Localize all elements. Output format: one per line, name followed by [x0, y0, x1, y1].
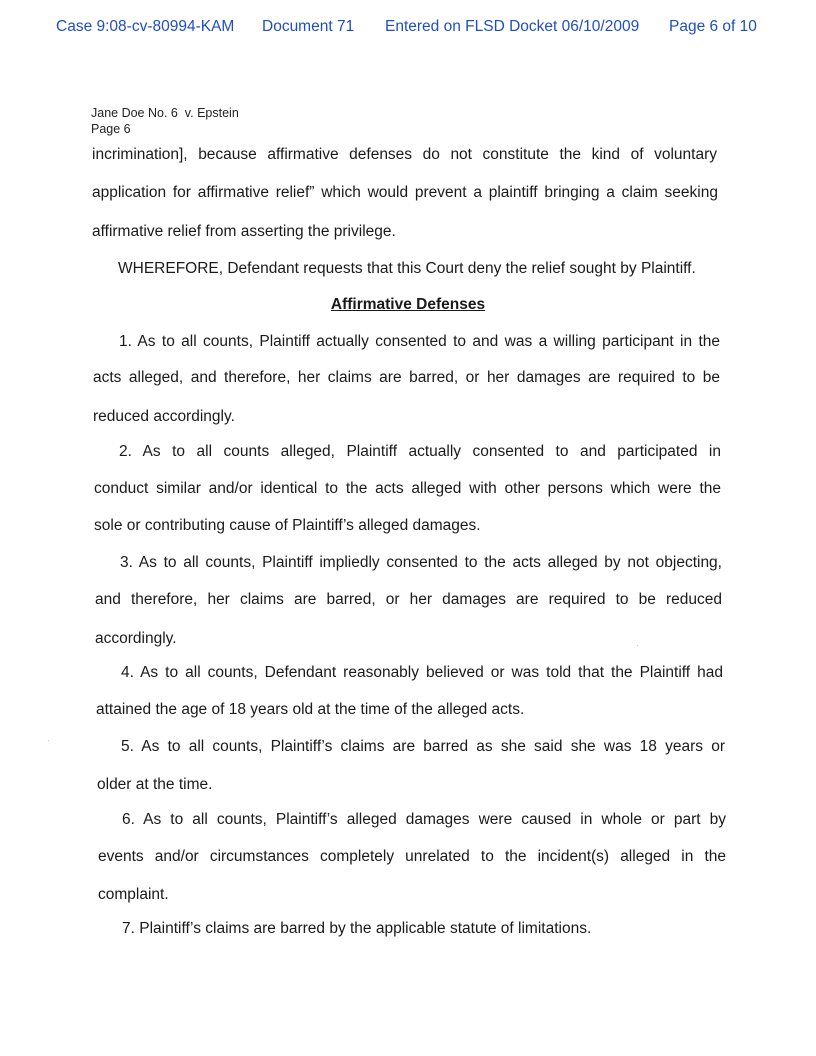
defense-5-line: older at the time. — [97, 776, 213, 793]
defense-6-line: events and/or circumstances completely unrelated to the incident(s) alleged in the — [98, 848, 726, 865]
defense-2-line: sole or contributing cause of Plaintiff’s alleged damages. — [94, 517, 481, 534]
docket-page-count: Page 6 of 10 — [669, 18, 757, 35]
docket-entered-date: Entered on FLSD Docket 06/10/2009 — [385, 18, 640, 35]
scan-speck — [48, 740, 49, 741]
defense-4-line: attained the age of 18 years old at the time of the alleged acts. — [96, 701, 525, 718]
defense-4-line: 4. As to all counts, Defendant reasonably believed or was told that the Plaintiff had — [121, 664, 723, 681]
intro-line: incrimination], because affirmative defenses do not constitute the kind of voluntary — [92, 146, 717, 163]
defense-6-line: 6. As to all counts, Plaintiff’s alleged damages were caused in whole or part by — [122, 811, 726, 828]
defense-6-line: complaint. — [98, 886, 169, 903]
caption-page: Page 6 — [91, 122, 131, 136]
defense-3-line: and therefore, her claims are barred, or her damages are required to be reduced — [95, 591, 722, 608]
defense-3-line: accordingly. — [95, 630, 177, 647]
case-caption — [91, 105, 239, 137]
defense-1-line: reduced accordingly. — [93, 408, 235, 425]
defense-2-line: conduct similar and/or identical to the acts alleged with other persons which were the — [94, 480, 721, 497]
docket-case-number: Case 9:08-cv-80994-KAM — [56, 18, 235, 35]
scan-speck — [637, 645, 638, 646]
docket-document-number: Document 71 — [262, 18, 355, 35]
wherefore-paragraph: WHEREFORE, Defendant requests that this Court deny the relief sought by Plaintiff. — [118, 260, 696, 277]
section-heading: Affirmative Defenses — [330, 296, 486, 313]
defense-1-line: 1. As to all counts, Plaintiff actually consented to and was a willing participant in the — [119, 333, 720, 350]
intro-line: application for affirmative relief” which would prevent a plaintiff bringing a claim seeking — [92, 184, 718, 201]
defense-7-line: 7. Plaintiff’s claims are barred by the applicable statute of limitations. — [122, 920, 592, 937]
defense-5-line: 5. As to all counts, Plaintiff’s claims are barred as she said she was 18 years or — [121, 738, 725, 755]
defense-2-line: 2. As to all counts alleged, Plaintiff actually consented to and participated in — [119, 443, 721, 460]
intro-line: affirmative relief from asserting the privilege. — [92, 223, 396, 240]
caption-title: Jane Doe No. 6 v. Epstein — [91, 106, 239, 120]
defense-1-line: acts alleged, and therefore, her claims are barred, or her damages are required to be — [93, 369, 720, 386]
defense-3-line: 3. As to all counts, Plaintiff impliedly consented to the acts alleged by not objecting, — [120, 554, 722, 571]
